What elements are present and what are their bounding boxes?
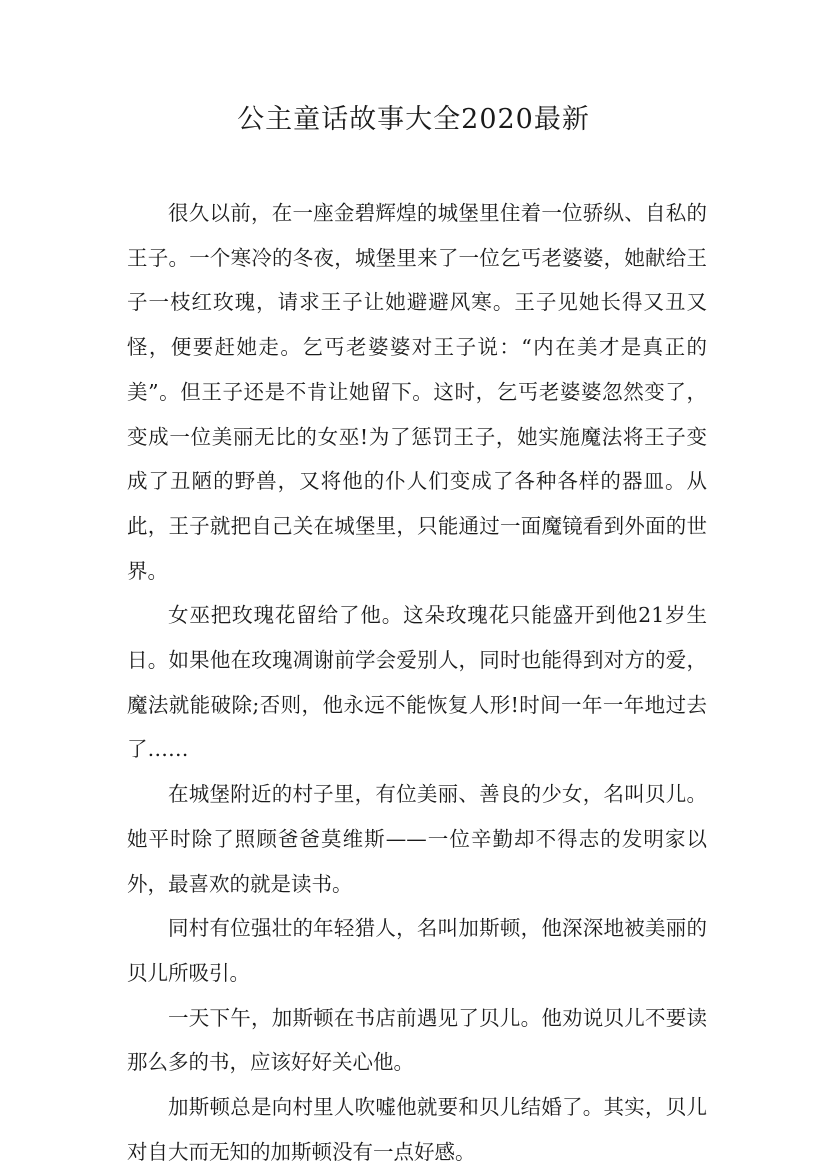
paragraph: 在城堡附近的村子里，有位美丽、善良的少女，名叫贝儿。她平时除了照顾爸爸莫维斯——一位辛勤却不得志的发明家以外，最喜欢的就是读书。 <box>127 782 707 896</box>
paragraph: 很久以前，在一座金碧辉煌的城堡里住着一位骄纵、自私的王子。一个寒冷的冬夜，城堡里来了一位乞丐老婆婆，她献给王子一枝红玫瑰，请求王子让她避避风寒。王子见她长得又丑又怪，便要赶她走。乞丐老婆婆对王子说：“内在美才是真正的美”。但王子还是不肯让她留下。这时，乞丐老婆婆忽然变了，变成一位美丽无比的女巫!为了惩罚王子，她实施魔法将王子变成了丑陋的野兽，又将他的仆人们变成了各种各样的器皿。从此，王子就把自己关在城堡里，只能通过一面魔镜看到外面的世界。 <box>127 201 707 583</box>
paragraph: 加斯顿总是向村里人吹嘘他就要和贝儿结婚了。其实，贝儿对自大而无知的加斯顿没有一点好感。 <box>127 1095 707 1164</box>
paragraph: 女巫把玫瑰花留给了他。这朵玫瑰花只能盛开到他21岁生日。如果他在玫瑰凋谢前学会爱别人，同时也能得到对方的爱，魔法就能破除;否则，他永远不能恢复人形!时间一年一年地过去了…… <box>127 603 707 762</box>
paragraph: 同村有位强壮的年轻猎人，名叫加斯顿，他深深地被美丽的贝儿所吸引。 <box>127 916 707 985</box>
document-title: 公主童话故事大全2020最新 <box>237 104 590 135</box>
document-body <box>127 191 707 1174</box>
paragraph: 一天下午，加斯顿在书店前遇见了贝儿。他劝说贝儿不要读那么多的书，应该好好关心他。 <box>127 1005 707 1075</box>
